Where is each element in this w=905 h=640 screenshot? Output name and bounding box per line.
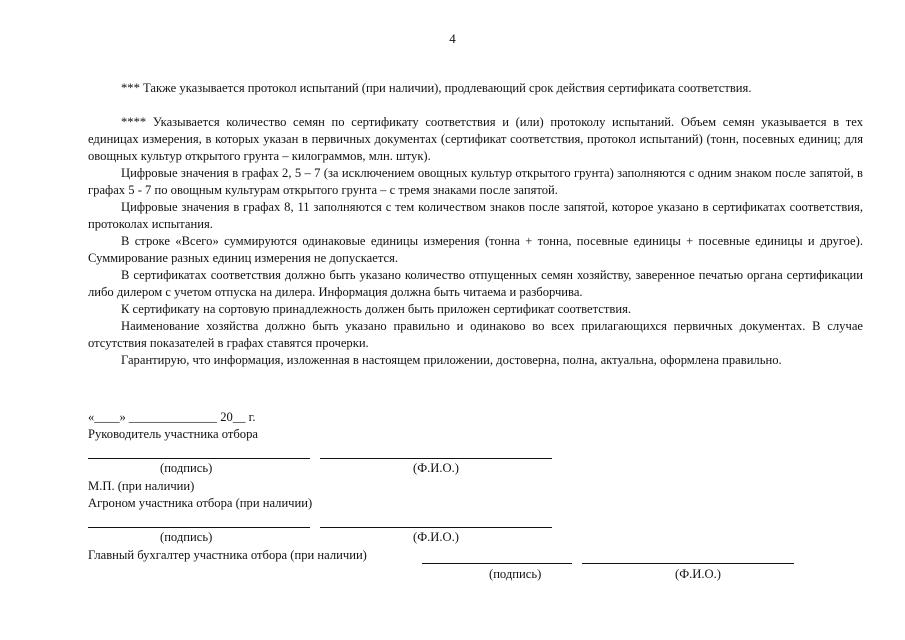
- paragraph-digits-columns-2-5-7: Цифровые значения в графах 2, 5 – 7 (за исключением овощных культур открытого грунта) заполняются с одним знаком после запятой, в графах 5 - 7 по овощным культурам открытого грунта – с тремя знаками после запятой.: [88, 166, 863, 197]
- head-fio-line: [320, 458, 552, 459]
- accountant-signature-caption: (подпись): [489, 567, 542, 581]
- head-label: Руководитель участника отбора: [88, 427, 258, 441]
- paragraph-certificates: В сертификатах соответствия должно быть указано количество отпущенных семян хозяйству, заверенное печатью органа сертификации либо дилером с учетом отпуска на дилера. Информация должна быть читаема и разборчива.: [88, 268, 863, 299]
- agronomist-fio-line: [320, 527, 552, 528]
- stamp-label: М.П. (при наличии): [88, 479, 195, 493]
- paragraph-digits-columns-8-11: Цифровые значения в графах 8, 11 заполняются с тем количеством знаков после запятой, которое указано в сертификатах соответствия, протоколах испытания.: [88, 200, 863, 231]
- paragraph-total-row: В строке «Всего» суммируются одинаковые единицы измерения (тонна + тонна, посевные единицы + посевные единицы и другое). Суммирование разных единиц измерения не допускается.: [88, 234, 863, 265]
- paragraph-farm-name: Наименование хозяйства должно быть указано правильно и одинаково во всех прилагающихся первичных документах. В случае отсутствия показателей в графах ставятся прочерки.: [88, 319, 863, 350]
- paragraph-seed-quantity-note: **** Указывается количество семян по сертификату соответствия и (или) протоколу испытаний. Объем семян указывается в тех единицах измерения, в которых указан в первичных документах (сертификат соответствия, протокол испытаний) (тонн, посевных единиц; для овощных культур открытого грунта – килограммов, млн. штук).: [88, 115, 863, 163]
- paragraph-protocol-note: *** Также указывается протокол испытаний (при наличии), продлевающий срок действия сертификата соответствия.: [121, 81, 752, 95]
- agronomist-signature-caption: (подпись): [160, 530, 213, 544]
- accountant-fio-caption: (Ф.И.О.): [675, 567, 721, 581]
- page-number: 4: [449, 31, 456, 46]
- date-line: «____» ______________ 20__ г.: [88, 410, 256, 424]
- agronomist-label: Агроном участника отбора (при наличии): [88, 496, 313, 510]
- head-signature-line: [88, 458, 310, 459]
- agronomist-fio-caption: (Ф.И.О.): [413, 530, 459, 544]
- paragraph-guarantee: Гарантирую, что информация, изложенная в настоящем приложении, достоверна, полна, актуальна, оформлена правильно.: [121, 353, 782, 367]
- head-signature-caption: (подпись): [160, 461, 213, 475]
- agronomist-signature-line: [88, 527, 310, 528]
- accountant-signature-line: [422, 563, 572, 564]
- accountant-label: Главный бухгалтер участника отбора (при наличии): [88, 548, 367, 562]
- accountant-fio-line: [582, 563, 794, 564]
- paragraph-varietal-certificate: К сертификату на сортовую принадлежность должен быть приложен сертификат соответствия.: [121, 302, 632, 316]
- head-fio-caption: (Ф.И.О.): [413, 461, 459, 475]
